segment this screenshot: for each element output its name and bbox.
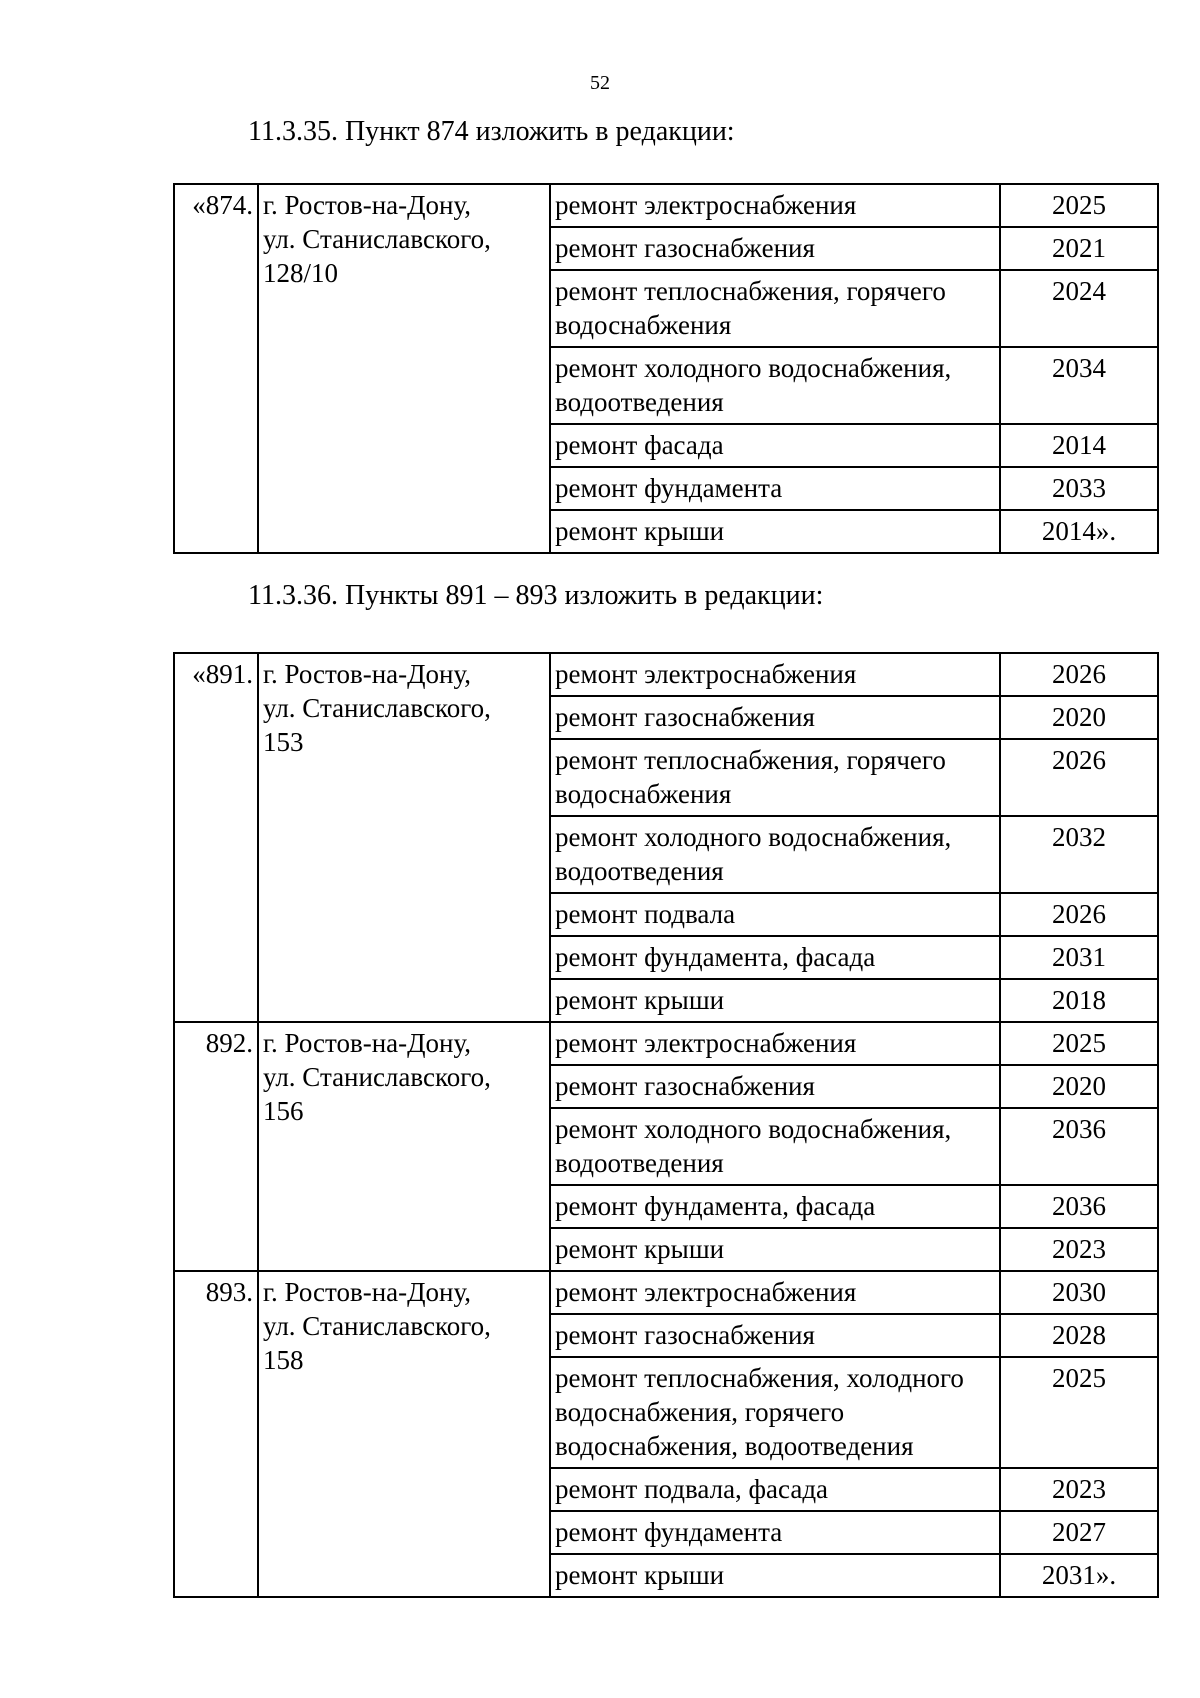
text-line: ремонт электроснабжения [555,190,857,220]
table-row [174,653,1158,696]
table-item-874 [173,183,1159,554]
work-type-cell [550,1271,1000,1314]
work-type-cell [550,1228,1000,1271]
text-line: ул. Станиславского, [263,1062,491,1092]
item-number: «874. [174,184,258,553]
work-type-cell [550,1511,1000,1554]
table-row [174,184,1158,227]
text-line: ул. Станиславского, [263,1311,491,1341]
work-type-cell [550,1468,1000,1511]
year-cell: 2023 [1000,1228,1158,1271]
section-heading-11-3-36: 11.3.36. Пункты 891 – 893 изложить в редакции: [248,580,824,611]
address-cell [258,1271,550,1597]
item-number: 893. [174,1271,258,1597]
work-type-cell [550,696,1000,739]
text-line: ремонт крыши [555,1234,725,1264]
text-line: водоотведения [555,387,724,417]
year-cell: 2014 [1000,424,1158,467]
work-type-cell [550,1554,1000,1597]
text-line: водоснабжения, горячего [555,1397,845,1427]
text-line: ремонт холодного водоснабжения, [555,353,952,383]
table-row [174,1271,1158,1314]
text-line: ремонт подвала [555,899,736,929]
text-line: ремонт электроснабжения [555,1028,857,1058]
text-line: ремонт газоснабжения [555,1320,815,1350]
work-type-cell [550,1065,1000,1108]
text-line: ремонт фасада [555,430,724,460]
year-cell: 2014». [1000,510,1158,553]
year-cell: 2032 [1000,816,1158,893]
work-type-cell [550,184,1000,227]
year-cell: 2020 [1000,696,1158,739]
text-line: водоснабжения, водоотведения [555,1431,914,1461]
text-line: 156 [263,1096,304,1126]
text-line: ремонт холодного водоснабжения, [555,822,952,852]
text-line: водоснабжения [555,779,732,809]
item-number: 892. [174,1022,258,1271]
work-type-cell [550,227,1000,270]
page-number: 52 [590,72,610,94]
text-line: г. Ростов-на-Дону, [263,1028,472,1058]
year-cell: 2023 [1000,1468,1158,1511]
year-cell: 2034 [1000,347,1158,424]
year-cell: 2026 [1000,893,1158,936]
text-line: 158 [263,1345,304,1375]
year-cell: 2036 [1000,1185,1158,1228]
work-type-cell [550,424,1000,467]
year-cell: 2036 [1000,1108,1158,1185]
year-cell: 2024 [1000,270,1158,347]
text-line: г. Ростов-на-Дону, [263,1277,472,1307]
year-cell: 2025 [1000,1022,1158,1065]
text-line: водоотведения [555,856,724,886]
text-line: водоотведения [555,1148,724,1178]
text-line: 153 [263,727,304,757]
text-line: ремонт газоснабжения [555,233,815,263]
year-cell: 2027 [1000,1511,1158,1554]
text-line: г. Ростов-на-Дону, [263,190,472,220]
text-line: ремонт крыши [555,516,725,546]
work-type-cell [550,467,1000,510]
text-line: ремонт подвала, фасада [555,1474,829,1504]
work-type-cell [550,510,1000,553]
text-line: ремонт фундамента [555,1517,783,1547]
work-type-cell [550,816,1000,893]
text-line: ремонт крыши [555,985,725,1015]
text-line: ремонт теплоснабжения, горячего [555,745,946,775]
text-line: ул. Станиславского, [263,224,491,254]
work-type-cell [550,270,1000,347]
address-cell [258,184,550,553]
year-cell: 2026 [1000,653,1158,696]
text-line: водоснабжения [555,310,732,340]
year-cell: 2018 [1000,979,1158,1022]
work-type-cell [550,893,1000,936]
text-line: ремонт крыши [555,1560,725,1590]
year-cell: 2033 [1000,467,1158,510]
text-line: ремонт фундамента, фасада [555,1191,876,1221]
work-type-cell [550,1108,1000,1185]
year-cell: 2028 [1000,1314,1158,1357]
work-type-cell [550,653,1000,696]
year-cell: 2026 [1000,739,1158,816]
text-line: ремонт электроснабжения [555,1277,857,1307]
work-type-cell [550,936,1000,979]
text-line: ул. Станиславского, [263,693,491,723]
table-items-891-893 [173,652,1159,1598]
year-cell: 2031 [1000,936,1158,979]
address-cell [258,1022,550,1271]
section-heading-11-3-35: 11.3.35. Пункт 874 изложить в редакции: [248,116,735,147]
work-type-cell [550,1022,1000,1065]
work-type-cell [550,1314,1000,1357]
year-cell: 2021 [1000,227,1158,270]
text-line: ремонт электроснабжения [555,659,857,689]
work-type-cell [550,347,1000,424]
work-type-cell [550,979,1000,1022]
text-line: ремонт холодного водоснабжения, [555,1114,952,1144]
text-line: ремонт газоснабжения [555,1071,815,1101]
text-line: г. Ростов-на-Дону, [263,659,472,689]
work-type-cell [550,739,1000,816]
year-cell: 2030 [1000,1271,1158,1314]
year-cell: 2020 [1000,1065,1158,1108]
year-cell: 2025 [1000,1357,1158,1468]
text-line: 128/10 [263,258,339,288]
text-line: ремонт фундамента, фасада [555,942,876,972]
table-row [174,1022,1158,1065]
year-cell: 2025 [1000,184,1158,227]
work-type-cell [550,1185,1000,1228]
text-line: ремонт теплоснабжения, горячего [555,276,946,306]
text-line: ремонт фундамента [555,473,783,503]
address-cell [258,653,550,1022]
text-line: ремонт газоснабжения [555,702,815,732]
work-type-cell [550,1357,1000,1468]
item-number: «891. [174,653,258,1022]
year-cell: 2031». [1000,1554,1158,1597]
text-line: ремонт теплоснабжения, холодного [555,1363,964,1393]
